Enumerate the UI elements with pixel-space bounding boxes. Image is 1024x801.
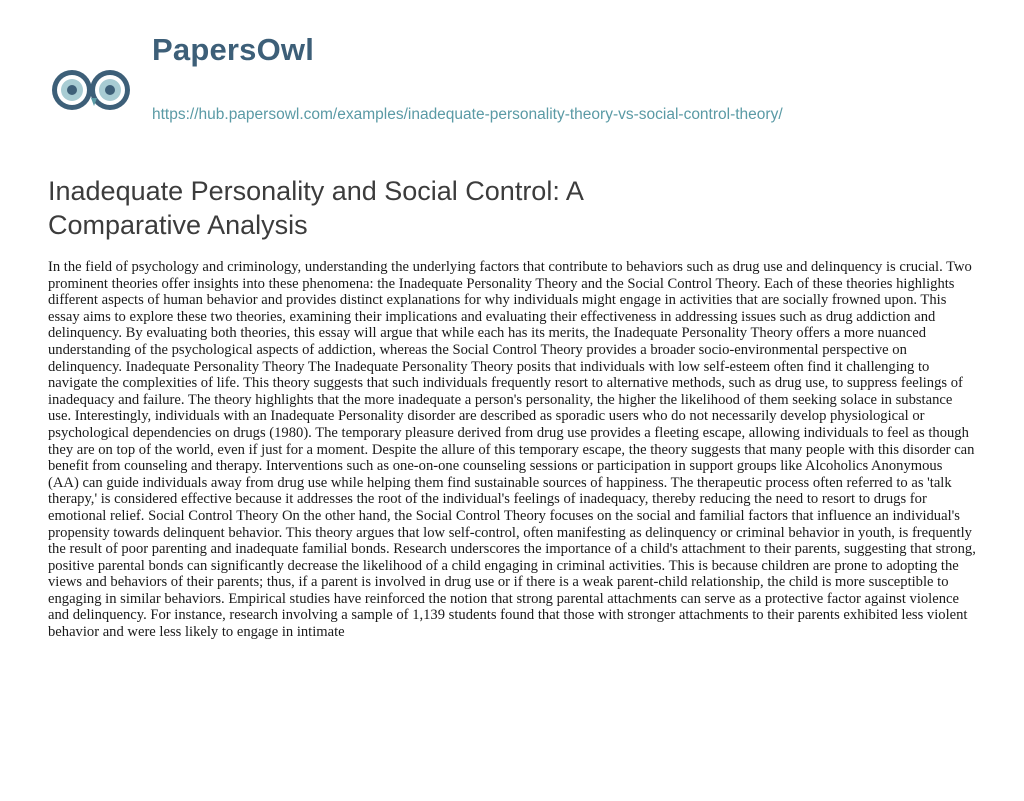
essay-title: Inadequate Personality and Social Control: A Comparative Analysis <box>48 176 583 240</box>
site-header <box>48 32 988 132</box>
owl-eyes-icon <box>48 46 140 138</box>
essay-body: In the field of psychology and criminology, understanding the underlying factors that contribute to behaviors such as drug use and delinquency is crucial. Two prominent theories offer insights into these phenomena: the Inadequate Personality Theory and the Social Control Theory. Each of these theories highlights different aspects of human behavior and provides distinct explanations for why individuals might engage in activities that are socially frowned upon. This essay aims to explore these two theories, examining their implications and evaluating their effectiveness in addressing issues such as drug addiction and delinquency. By evaluating both theories, this essay will argue that while each has its merits, the Inadequate Personality Theory offers a more nuanced understanding of the psychological aspects of addiction, whereas the Social Control Theory provides a broader socio-environmental perspective on delinquency. Inadequate Personality Theory The Inadequate Personality Theory posits that individuals with low self-esteem often find it challenging to navigate the complexities of life. This theory suggests that such individuals frequently resort to alternative methods, such as drug use, to suppress feelings of inadequacy and failure. The theory highlights that the more inadequate a person's personality, the higher the likelihood of them seeking solace in substance use. Interestingly, individuals with an Inadequate Personality disorder are described as sporadic users who do not necessarily develop physiological or psychological dependencies on drugs (1980). The temporary pleasure derived from drug use provides a fleeting escape, allowing individuals to feel as though they are on top of the world, even if just for a moment. Despite the allure of this temporary escape, the theory suggests that many people with this disorder can benefit from counseling and therapy. Interventions such as one-on-one counseling sessions or participation in support groups like Alcoholics Anonymous (AA) can guide individuals away from drug use while helping them find sustainable sources of happiness. The therapeutic process often referred to as 'talk therapy,' is considered effective because it addresses the root of the individual's feelings of inadequacy, thereby reducing the need to resort to drugs for emotional relief. Social Control Theory On the other hand, the Social Control Theory focuses on the social and familial factors that influence an individual's propensity towards delinquent behavior. This theory argues that low self-control, often manifesting as delinquency or criminal behavior in youth, is frequently the result of poor parenting and inadequate familial bonds. Research underscores the importance of a child's attachment to their parents, suggesting that strong, positive parental bonds can significantly decrease the likelihood of a child engaging in criminal activities. This is because children are prone to adopting the views and behaviors of their parents; thus, if a parent is involved in drug use or if there is a weak parent-child relationship, the child is more susceptible to engaging in similar behaviors. Empirical studies have reinforced the notion that strong parental attachments can serve as a protective factor against violence and delinquency. For instance, research involving a sample of 1,139 students found that those with stronger attachments to their parents exhibited less violent behavior and were less likely to engage in intimate <box>48 259 976 641</box>
brand-name[interactable]: PapersOwl <box>152 32 315 67</box>
source-url-link[interactable]: https://hub.papersowl.com/examples/inadequate-personality-theory-vs-social-control-theory/ <box>152 106 783 123</box>
